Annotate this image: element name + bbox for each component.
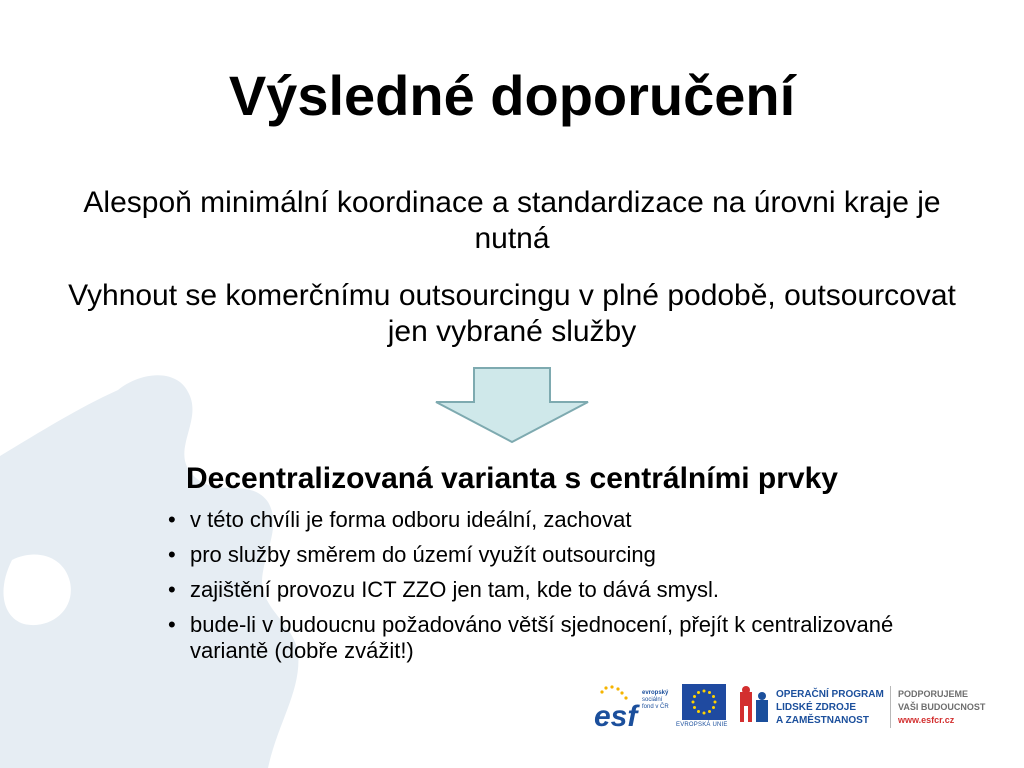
op-program-line: A ZAMĚSTNANOST <box>776 715 869 726</box>
eu-flag-icon <box>682 684 726 720</box>
op-program-text <box>776 688 884 727</box>
slide-title: Výsledné doporučení <box>228 64 796 127</box>
esf-stars <box>600 685 627 699</box>
op-program-line: OPERAČNÍ PROGRAM <box>776 689 884 700</box>
list-item <box>166 542 946 568</box>
recommendation-list <box>166 507 946 673</box>
statement-coordination: Alespoň minimální koordinace a standardizace na úrovni kraje je nutná <box>83 186 941 255</box>
esf-caption-line: fond v ČR <box>642 704 669 710</box>
esf-caption-line: sociální <box>642 697 663 703</box>
eu-stars <box>682 684 726 720</box>
list-item-text: bude-li v budoucnu požadováno větší sjednocení, přejít k centralizované variantě (dobře zvážit!) <box>190 612 894 663</box>
list-item-text: zajištění provozu ICT ZZO jen tam, kde to dává smysl. <box>190 577 720 602</box>
esf-caption-line: evropský <box>642 690 669 696</box>
motto-line: PODPORUJEME <box>898 689 969 699</box>
bullet-marker: • <box>168 612 176 637</box>
bullet-marker: • <box>168 507 176 532</box>
motto-line: VAŠI BUDOUCNOST <box>898 702 986 712</box>
bullet-marker: • <box>168 542 176 567</box>
eu-label: EVROPSKÁ UNIE <box>676 722 728 728</box>
motto-url: www.esfcr.cz <box>898 715 955 725</box>
list-item <box>166 577 946 603</box>
list-item-text: v této chvíli je forma odboru ideální, zachovat <box>190 507 632 532</box>
op-program-line: LIDSKÉ ZDROJE <box>776 702 857 713</box>
statement-outsourcing: Vyhnout se komerčnímu outsourcingu v plné podobě, outsourcovat jen vybrané služby <box>68 279 956 348</box>
logo-divider <box>890 686 891 728</box>
motto-text <box>898 688 985 727</box>
bullet-marker: • <box>168 577 176 602</box>
funding-logos <box>590 684 1000 732</box>
esf-wordmark: esf <box>594 700 638 730</box>
down-arrow-icon <box>432 366 592 444</box>
recommendation-heading: Decentralizovaná varianta s centrálními prvky <box>186 462 838 495</box>
list-item-text: pro služby směrem do území využít outsourcing <box>190 542 656 567</box>
list-item <box>166 612 946 664</box>
list-item <box>166 507 946 533</box>
person-pair-icon <box>738 686 770 726</box>
esf-caption <box>642 690 669 711</box>
